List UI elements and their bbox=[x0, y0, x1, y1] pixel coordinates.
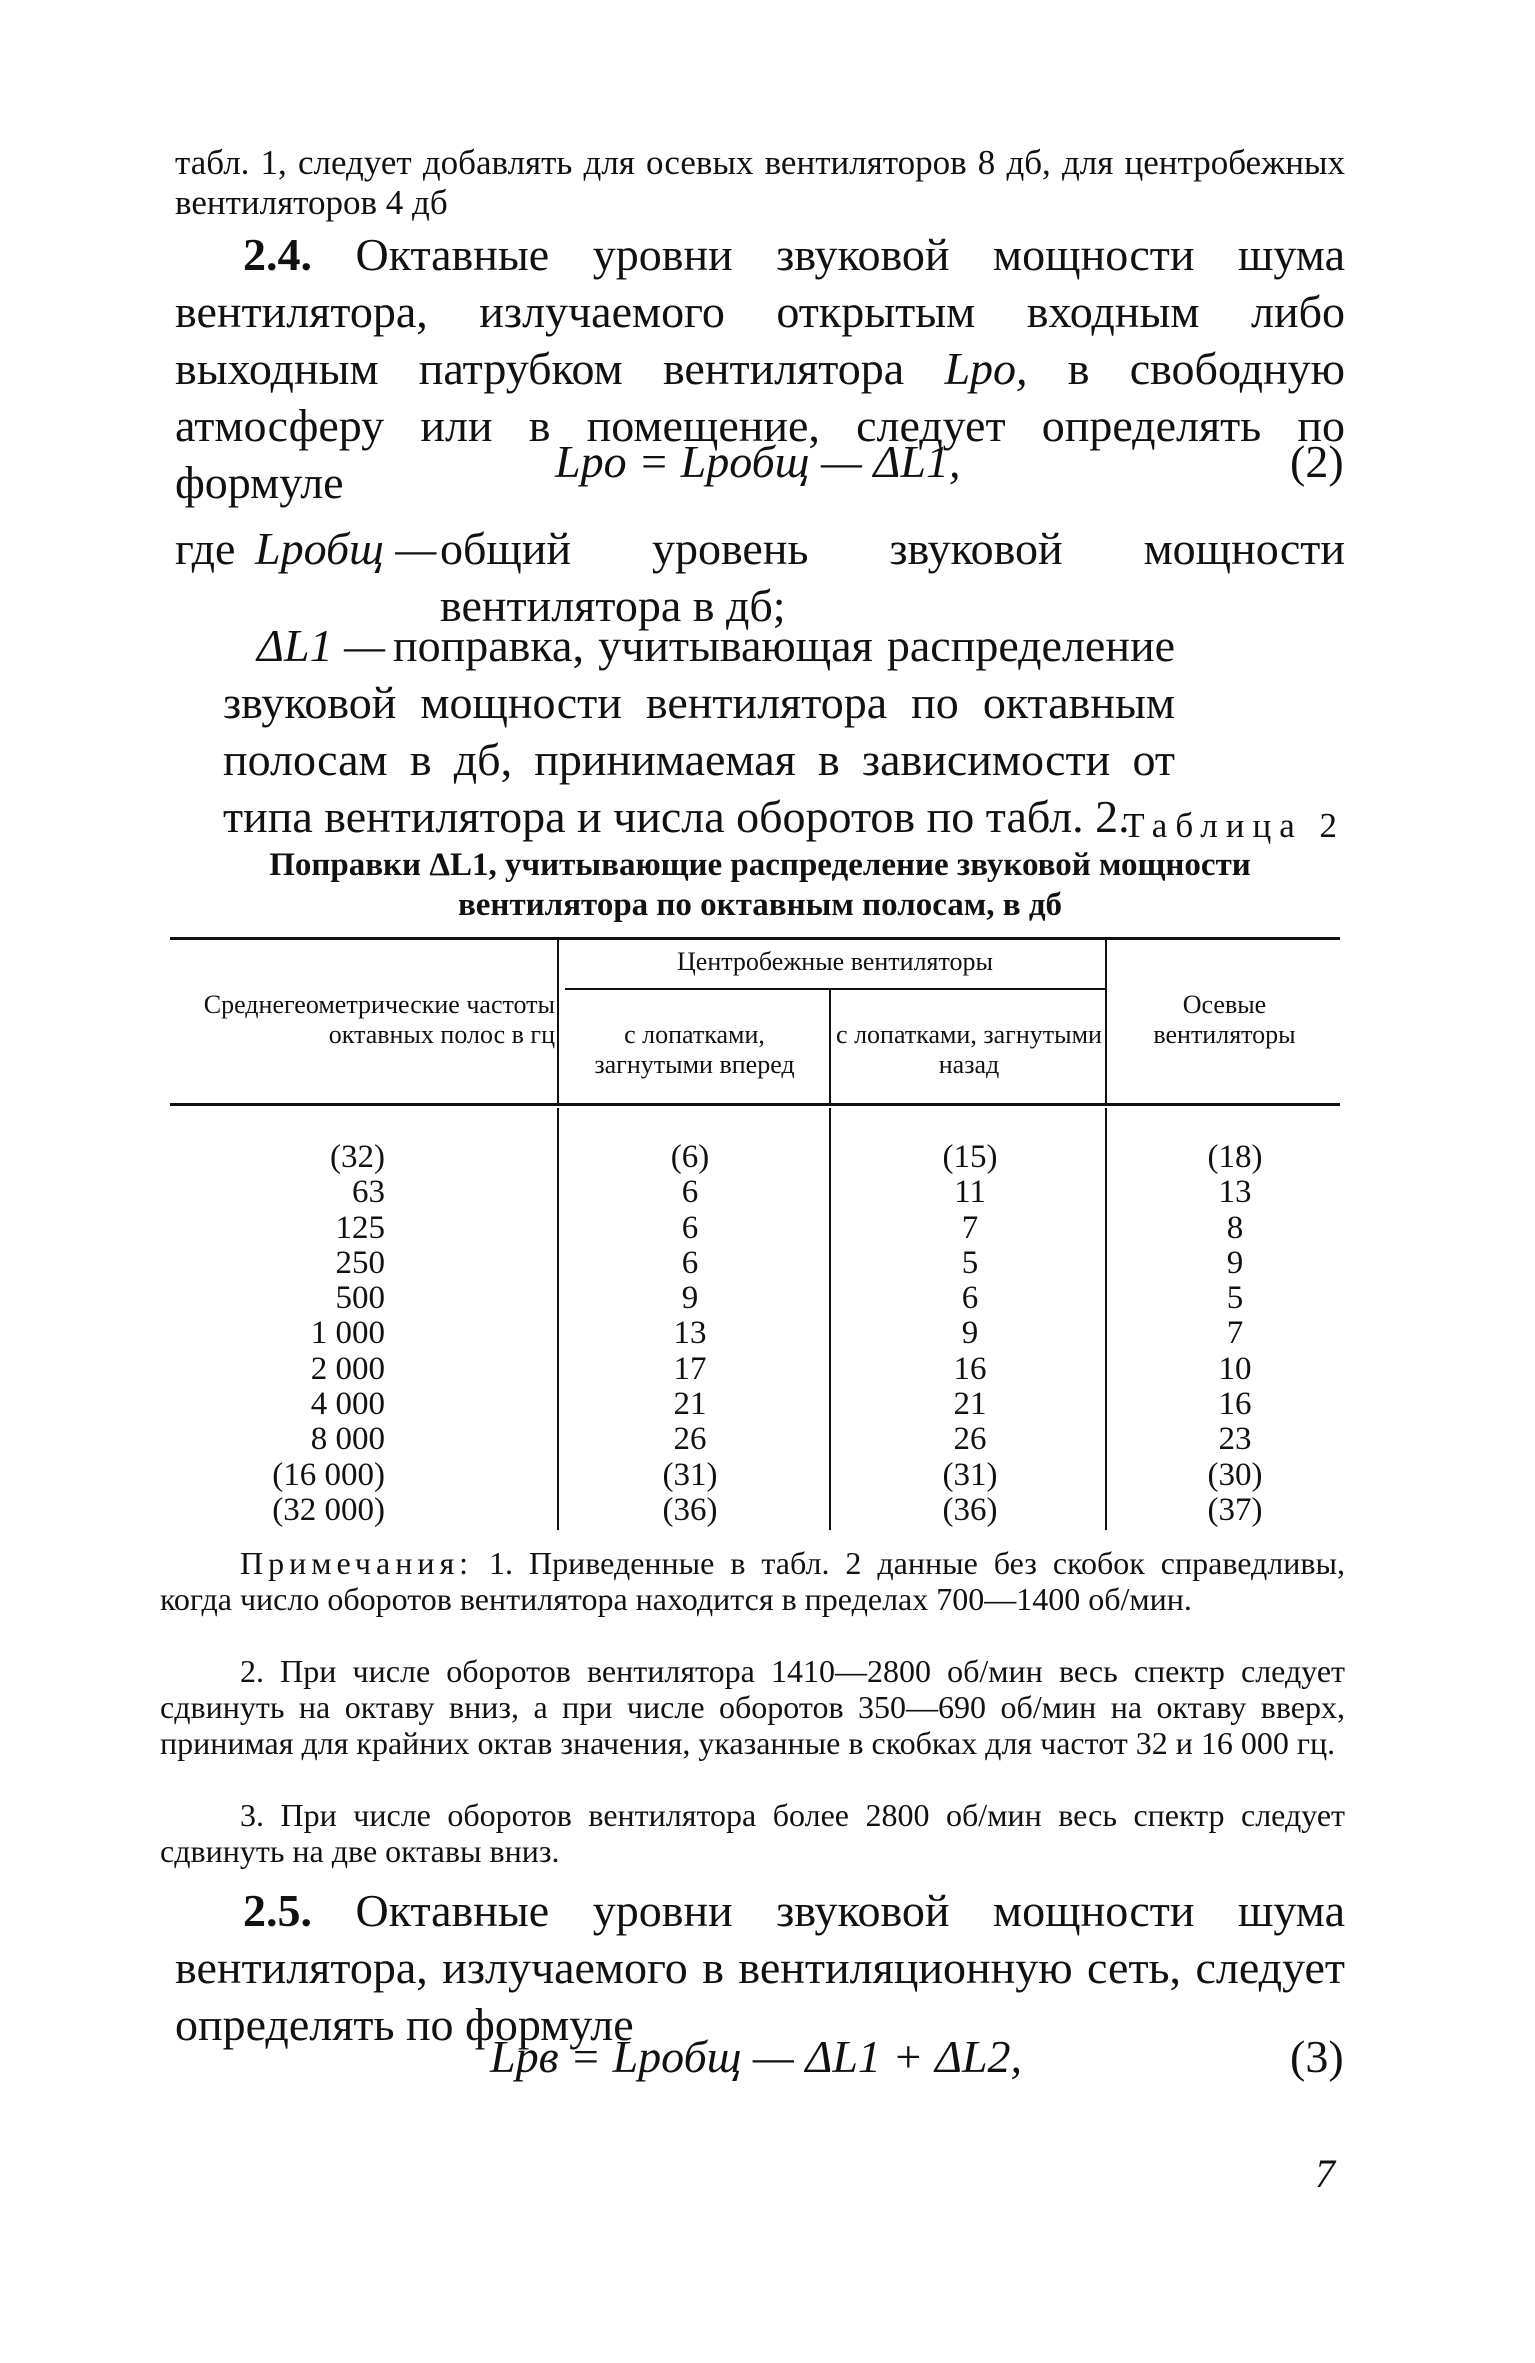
header-forward-blades: с лопатками, загнутыми вперед bbox=[594, 1020, 795, 1079]
table-cell-freq: 2 000 bbox=[310, 1350, 385, 1387]
where-term-2: ΔL1 — bbox=[257, 620, 385, 671]
formula-3-number: (3) bbox=[1290, 2031, 1344, 2082]
table-header-rule bbox=[170, 1103, 1340, 1106]
table-cell-backward: (31) bbox=[942, 1456, 998, 1493]
table-cell-axial: 16 bbox=[1218, 1386, 1252, 1423]
table-cell-axial: 5 bbox=[1226, 1280, 1244, 1317]
header-frequency: Среднегеометрические частоты октавных полос в гц bbox=[203, 990, 555, 1049]
table-cell-backward: 26 bbox=[953, 1421, 987, 1458]
table-cell-forward: 17 bbox=[673, 1350, 707, 1387]
table-cell-freq: (32) bbox=[330, 1139, 385, 1175]
column-forward bbox=[620, 1140, 760, 1528]
table-cell-backward: 21 bbox=[953, 1386, 987, 1423]
table-cell-forward: 26 bbox=[673, 1421, 707, 1458]
table-cell-axial: (18) bbox=[1207, 1139, 1263, 1175]
table-divider bbox=[557, 940, 559, 1103]
table-cell-backward: 6 bbox=[961, 1280, 979, 1317]
table-cell-forward: 6 bbox=[681, 1174, 699, 1211]
column-axial bbox=[1165, 1140, 1305, 1528]
table-cell-forward: (6) bbox=[670, 1139, 710, 1175]
table-cell-axial: 8 bbox=[1226, 1209, 1244, 1246]
where-desc-2: поправка, учитывающая распределение звуковой мощности вентилятора по октавным полосам в дб, принимаемая в зависимости от типа вентилятора и числа оборотов по табл. 2. bbox=[223, 620, 1175, 842]
note-1 bbox=[160, 1545, 1345, 1617]
note-1-text: 1. Приведенные в табл. 2 данные без скобок справедливы, когда число оборотов вентилятора находится в пределах 700—1400 об/мин. bbox=[160, 1545, 1346, 1617]
table-cell-forward: 21 bbox=[673, 1386, 707, 1423]
table-cell-axial: (30) bbox=[1207, 1456, 1263, 1493]
section-2-5-paragraph bbox=[175, 1882, 1345, 2053]
table-top-rule bbox=[170, 937, 1340, 940]
where-term-1: Lpобщ — bbox=[255, 523, 437, 574]
section-text: Октавные уровни звуковой мощности шума вентилятора, излучаемого в вентиляционную сеть, следует определять по формуле bbox=[175, 1885, 1346, 2050]
table-cell-freq: 500 bbox=[335, 1280, 385, 1317]
table-cell-freq: 8 000 bbox=[310, 1421, 385, 1458]
table-cell-forward: (36) bbox=[662, 1491, 718, 1528]
table-divider bbox=[1105, 1108, 1107, 1530]
intro-paragraph: табл. 1, следует добавлять для осевых вентиляторов 8 дб, для центробежных вентиляторов 4 дб bbox=[175, 143, 1345, 222]
notes-label: Примечания: bbox=[240, 1545, 474, 1581]
table-cell-backward: 9 bbox=[961, 1315, 979, 1352]
section-text: Октавные уровни звуковой мощности шума вентилятора, излучаемого открытым входным либо выходным патрубком вентилятора bbox=[175, 229, 1346, 394]
table-cell-forward: 9 bbox=[681, 1280, 699, 1317]
table-divider bbox=[557, 1108, 559, 1530]
table-cell-freq: 1 000 bbox=[310, 1315, 385, 1352]
formula-2: Lpo = Lpобщ — ΔL1, bbox=[555, 436, 961, 487]
header-axial: Осевые вентиляторы bbox=[1153, 990, 1296, 1049]
table-cell-axial: (37) bbox=[1207, 1491, 1263, 1528]
table-cell-axial: 9 bbox=[1226, 1244, 1244, 1281]
table-cell-forward: 6 bbox=[681, 1209, 699, 1246]
header-centrifugal: Центробежные вентиляторы bbox=[677, 947, 993, 976]
table-cell-freq: 4 000 bbox=[310, 1386, 385, 1423]
note-2: 2. При числе оборотов вентилятора 1410—2800 об/мин весь спектр следует сдвинуть на октаву вниз, а при числе оборотов 350—690 об/мин на октаву вверх, принимая для крайних октав значения, указанные в скобках для частот 32 и 16 000 гц. bbox=[160, 1653, 1345, 1761]
table-cell-backward: (36) bbox=[942, 1491, 998, 1528]
table-cell-forward: 13 bbox=[673, 1315, 707, 1352]
table-cell-backward: 5 bbox=[961, 1244, 979, 1281]
table-subheader-rule bbox=[565, 988, 1105, 990]
table-cell-freq: 125 bbox=[335, 1209, 385, 1246]
header-backward-blades: с лопатками, загнутыми назад bbox=[836, 1020, 1102, 1079]
table-title: Поправки ΔL1, учитывающие распределение звуковой мощности вентилятора по октавным полосам, в дб bbox=[269, 847, 1251, 923]
page-number: 7 bbox=[1315, 2151, 1335, 2196]
table-cell-freq: (16 000) bbox=[272, 1456, 385, 1493]
table-cell-axial: 23 bbox=[1218, 1421, 1252, 1458]
table-cell-backward: 11 bbox=[954, 1174, 986, 1211]
inline-symbol: Lpo, bbox=[944, 343, 1028, 394]
table-divider bbox=[829, 990, 831, 1103]
formula-3: Lpв = Lpобщ — ΔL1 + ΔL2, bbox=[490, 2031, 1023, 2082]
table-cell-freq: (32 000) bbox=[272, 1491, 385, 1528]
column-frequency bbox=[260, 1140, 385, 1528]
section-number: 2.5. bbox=[243, 1885, 312, 1936]
table-cell-backward: 7 bbox=[961, 1209, 979, 1246]
note-3: 3. При числе оборотов вентилятора более 2800 об/мин весь спектр следует сдвинуть на две октавы вниз. bbox=[160, 1797, 1345, 1869]
table-cell-backward: (15) bbox=[942, 1139, 998, 1175]
table-cell-forward: 6 bbox=[681, 1244, 699, 1281]
table-cell-axial: 13 bbox=[1218, 1174, 1252, 1211]
table-divider bbox=[1105, 940, 1107, 1103]
table-cell-axial: 7 bbox=[1226, 1315, 1244, 1352]
where-label: где bbox=[175, 523, 236, 574]
table-cell-axial: 10 bbox=[1218, 1350, 1252, 1387]
formula-2-number: (2) bbox=[1290, 436, 1344, 487]
table-cell-freq: 63 bbox=[352, 1174, 385, 1211]
table-cell-forward: (31) bbox=[662, 1456, 718, 1493]
table-divider bbox=[829, 1108, 831, 1530]
where-desc-1: общий уровень звуковой мощности вентилятора в дб; bbox=[440, 523, 1345, 631]
section-text-continued: в свободную атмосферу или в помещение, следует определять по формуле bbox=[175, 343, 1346, 508]
table-label: Таблица 2 bbox=[1123, 806, 1345, 845]
table-cell-freq: 250 bbox=[335, 1244, 385, 1281]
column-backward bbox=[900, 1140, 1040, 1528]
table-cell-backward: 16 bbox=[953, 1350, 987, 1387]
section-number: 2.4. bbox=[243, 229, 312, 280]
